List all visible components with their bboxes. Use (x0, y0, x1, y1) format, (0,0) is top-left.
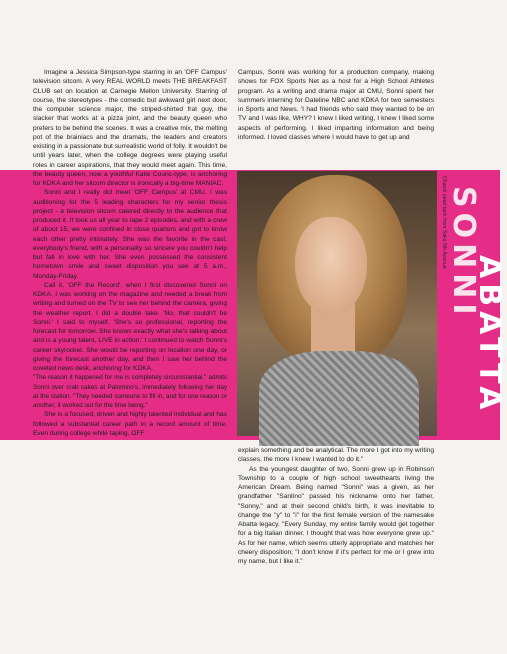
portrait-face (295, 217, 367, 315)
portrait-photo (237, 171, 437, 436)
article-paragraph: As the youngest daughter of two, Sonni grew up in Robinson Township to a couple of high school sweethearts living the American Dream. Being named "Sonni" was a given, as her grandfather "Santino" passed his nickname onto her father, "Sonny," and at their second child's birth, it was inevitable to change the "y" to "i" for the first female version of the namesake Abatta legacy. "Every Sunday, my entire family would get together for a big Italian dinner. I thought that was how everyone grew up." As for her name, which seems utterly appropriate and matches her cheery disposition, "I don't know if it's perfect for me or I grew into my name, but I like it." (238, 465, 434, 565)
article-paragraph: Campus, Sonni was working for a production company, making shows for FOX Sports Net as a host for a High School Athletes program. As a writing and drama major at CMU, Sonni spent her summers interning for Dateline NBC and KDKA for two semesters in Sports and News. 'I had friends who said they wanted to be on TV and I was like, WHY? I knew I liked writing, I knew I liked some aspects of performing. I liked imparting information and being informed. I loved classes where I would have to get up and (238, 69, 434, 141)
article-paragraph: Imagine a Jessica Simpson-type starring in an 'OFF Campus' television sitcom. A very REAL WORLD meets THE BREAKFAST CLUB set on location at Carnegie Mellon University. Starring of course, the stereotypes - the comedic but awkward girl next door, the computer science major, the striped-shirted frat guy, the slacker that works at a pizza joint, and the beauty queen who prefers to be behind the scenes. It was a creative mix, the melting pot of the brainiacs and the dramats, the leaders and creators existing in a passionate but surrealistic world of folly. It wouldn't be until years later, when the college degrees were playing useful roles in career aspirations, that they would meet again. This time, the beauty queen, now a youthful Katie Couric-type, is anchoring for KDKA and her sitcom director is ironically a big-time MANIAC. (33, 69, 227, 187)
article-paragraph: Call it, 'OFF the Record', when I first discovered Sonni on KDKA. I was working on the magazine and needed a break from writing and turned on the TV to see her behind the camera, giving the weather report. I did a double take. 'No, that couldn't be Sonni.' I said to myself. 'She's so professional, reporting the forecast for tomorrow. She knows exactly what she's talking about and is a young talent, LIVE in action.' I continued to watch Sonni's career skyrocket. She would be reporting on location one day, or giving the forecast another day, and then I saw her behind the coveted news desk, anchoring for KDKA. (33, 281, 227, 372)
feature-first-name: SONNI (446, 186, 481, 320)
feature-last-name: ABATTA (472, 255, 507, 415)
article-paragraph: Sonni and I really did meet 'OFF Campus' at CMU. I was auditioning for the 5 leading characters for my senior thesis project - a television sitcom catered directly to the audience that produced it. It took us all year to tape 2 episodes, and with a crew of about 15, we were confined in close quarters and got to know each other pretty intimately. She was the favorite in the cast, everybody's friend, with a personality so sincere you couldn't help but fall in love with her. She even possessed the consistent hometown smile and sweet disposition you see at 5 a.m., Monday-Friday. (33, 189, 227, 280)
article-paragraph: explain something and be analytical. The more I got into my writing classes, the more I knew I wanted to do it." (238, 447, 434, 464)
article-right-column-top (238, 68, 434, 142)
article-quote-paragraph: "The reason it happened for me is completely circumstantial," admits Sonni over crab cakes at Palomino's, immediately following her day at the station. "They needed someone to fill in, and for one reason or another, it worked out for the time being." (33, 374, 227, 409)
article-left-column (33, 68, 227, 438)
article-paragraph: She is a focused, driven and highly talented individual and has followed a substantial career path in a record amount of time. Even during college while taping, OFF (33, 411, 227, 437)
portrait-dress (259, 351, 419, 446)
article-right-column-bottom (238, 446, 434, 566)
photo-credit: Chanel pearl tank from Saks 5th Avenue (441, 176, 447, 269)
